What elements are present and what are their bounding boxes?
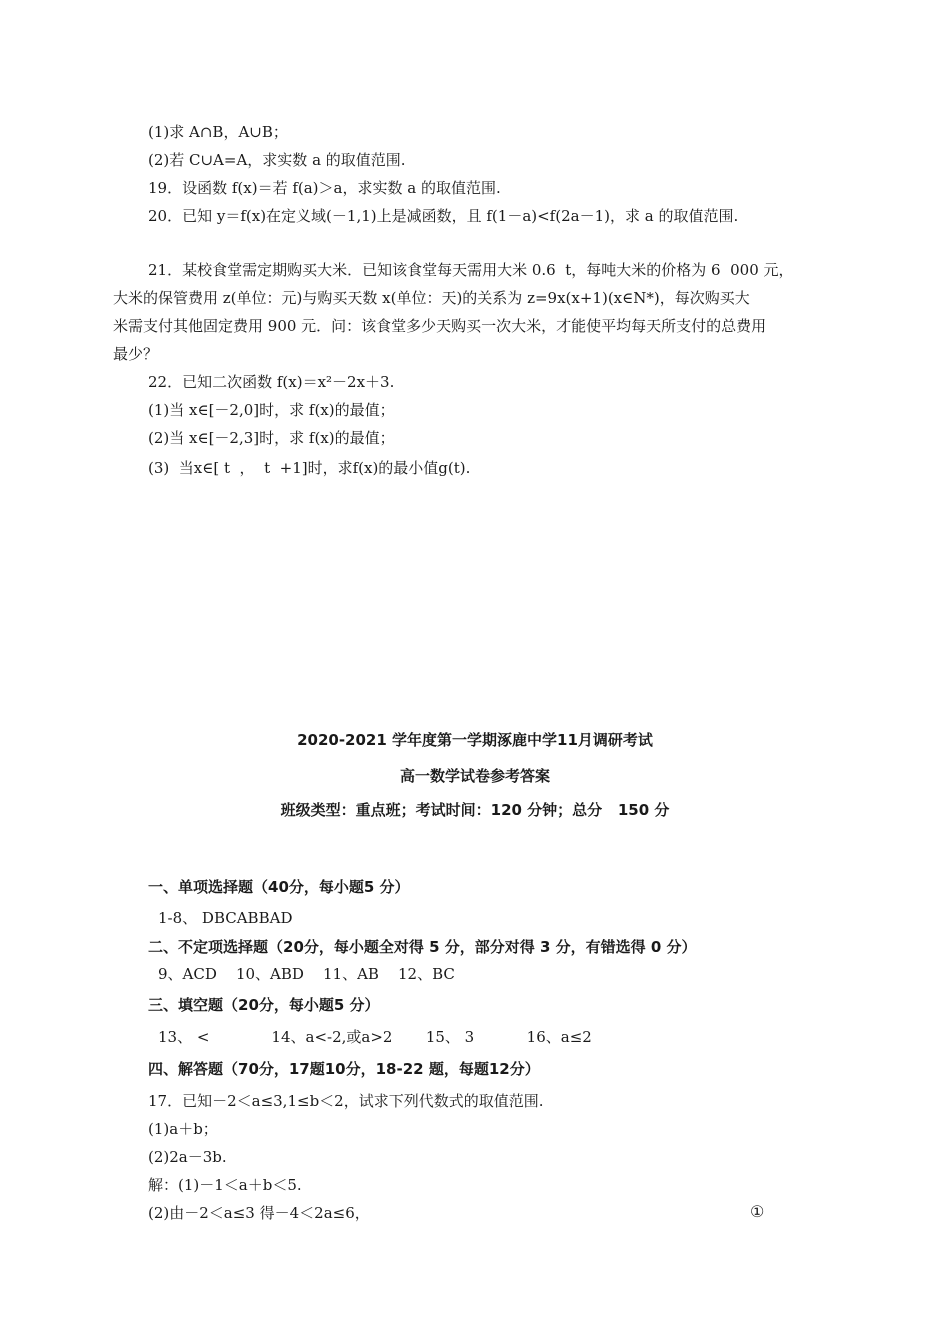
- answer-title: 2020-2021 学年度第一学期涿鹿中学11月调研考试: [297, 731, 653, 749]
- question-17: 17．已知－2＜a≤3,1≤b＜2，试求下列代数式的取值范围.: [148, 1092, 544, 1110]
- solution-line-2: (2)由－2＜a≤3 得－4＜2a≤6，: [148, 1204, 370, 1222]
- answer-subtitle: 高一数学试卷参考答案: [399, 767, 550, 785]
- question-20: 20．已知 y＝f(x)在定义域(－1,1)上是减函数，且 f(1－a)<f(2a－1)，求 a 的取值范围.: [148, 207, 739, 225]
- question-22: 22．已知二次函数 f(x)＝x²－2x＋3.: [148, 373, 395, 391]
- question-22-part-2: (2)当 x∈[－2,3]时，求 f(x)的最值；: [148, 429, 395, 447]
- solution-line-1: 解：(1)－1＜a＋b＜5.: [148, 1176, 302, 1194]
- answer-info: 班级类型：重点班；考试时间：120 分钟；总分 150 分: [280, 801, 670, 819]
- question-22-part-3: (3) 当x∈[ t ， t +1]时，求f(x)的最小值g(t).: [148, 459, 471, 477]
- section-1-heading: 一、单项选择题（40分，每小题5 分）: [148, 878, 410, 896]
- question-17-part-2: (2)2a－3b.: [148, 1148, 227, 1166]
- section-3-answer: 13、 < 14、a<-2,或a>2 15、 3 16、a≤2: [158, 1028, 592, 1046]
- section-2-heading: 二、不定项选择题（20分，每小题全对得 5 分，部分对得 3 分，有错选得 0 分）: [148, 938, 697, 956]
- section-2-answer: 9、ACD 10、ABD 11、AB 12、BC: [158, 965, 455, 983]
- question-21-line-2: 大米的保管费用 z(单位：元)与购买天数 x(单位：天)的关系为 z=9x(x+1)(x∈N*)，每次购买大: [113, 289, 750, 307]
- question-17-part-1: (1)a＋b；: [148, 1120, 218, 1138]
- question-22-part-1: (1)当 x∈[－2,0]时，求 f(x)的最值；: [148, 401, 395, 419]
- section-4-heading: 四、解答题（70分，17题10分，18-22 题，每题12分）: [148, 1060, 540, 1078]
- question-line-18-2: (2)若 C∪A=A，求实数 a 的取值范围.: [148, 151, 406, 169]
- equation-mark: ①: [750, 1202, 765, 1221]
- question-19: 19．设函数 f(x)＝若 f(a)＞a，求实数 a 的取值范围.: [148, 179, 501, 197]
- section-1-answer: 1-8、 DBCABBAD: [158, 909, 293, 927]
- question-21-line-1: 21．某校食堂需定期购买大米．已知该食堂每天需用大米 0.6 t，每吨大米的价格为 6 000 元，: [148, 261, 794, 279]
- section-3-heading: 三、填空题（20分，每小题5 分）: [148, 996, 380, 1014]
- question-line-18-1: (1)求 A∩B，A∪B；: [148, 123, 288, 141]
- question-21-line-3: 米需支付其他固定费用 900 元．问：该食堂多少天购买一次大米，才能使平均每天所支付的总费用: [113, 317, 767, 335]
- question-21-line-4: 最少？: [113, 345, 159, 363]
